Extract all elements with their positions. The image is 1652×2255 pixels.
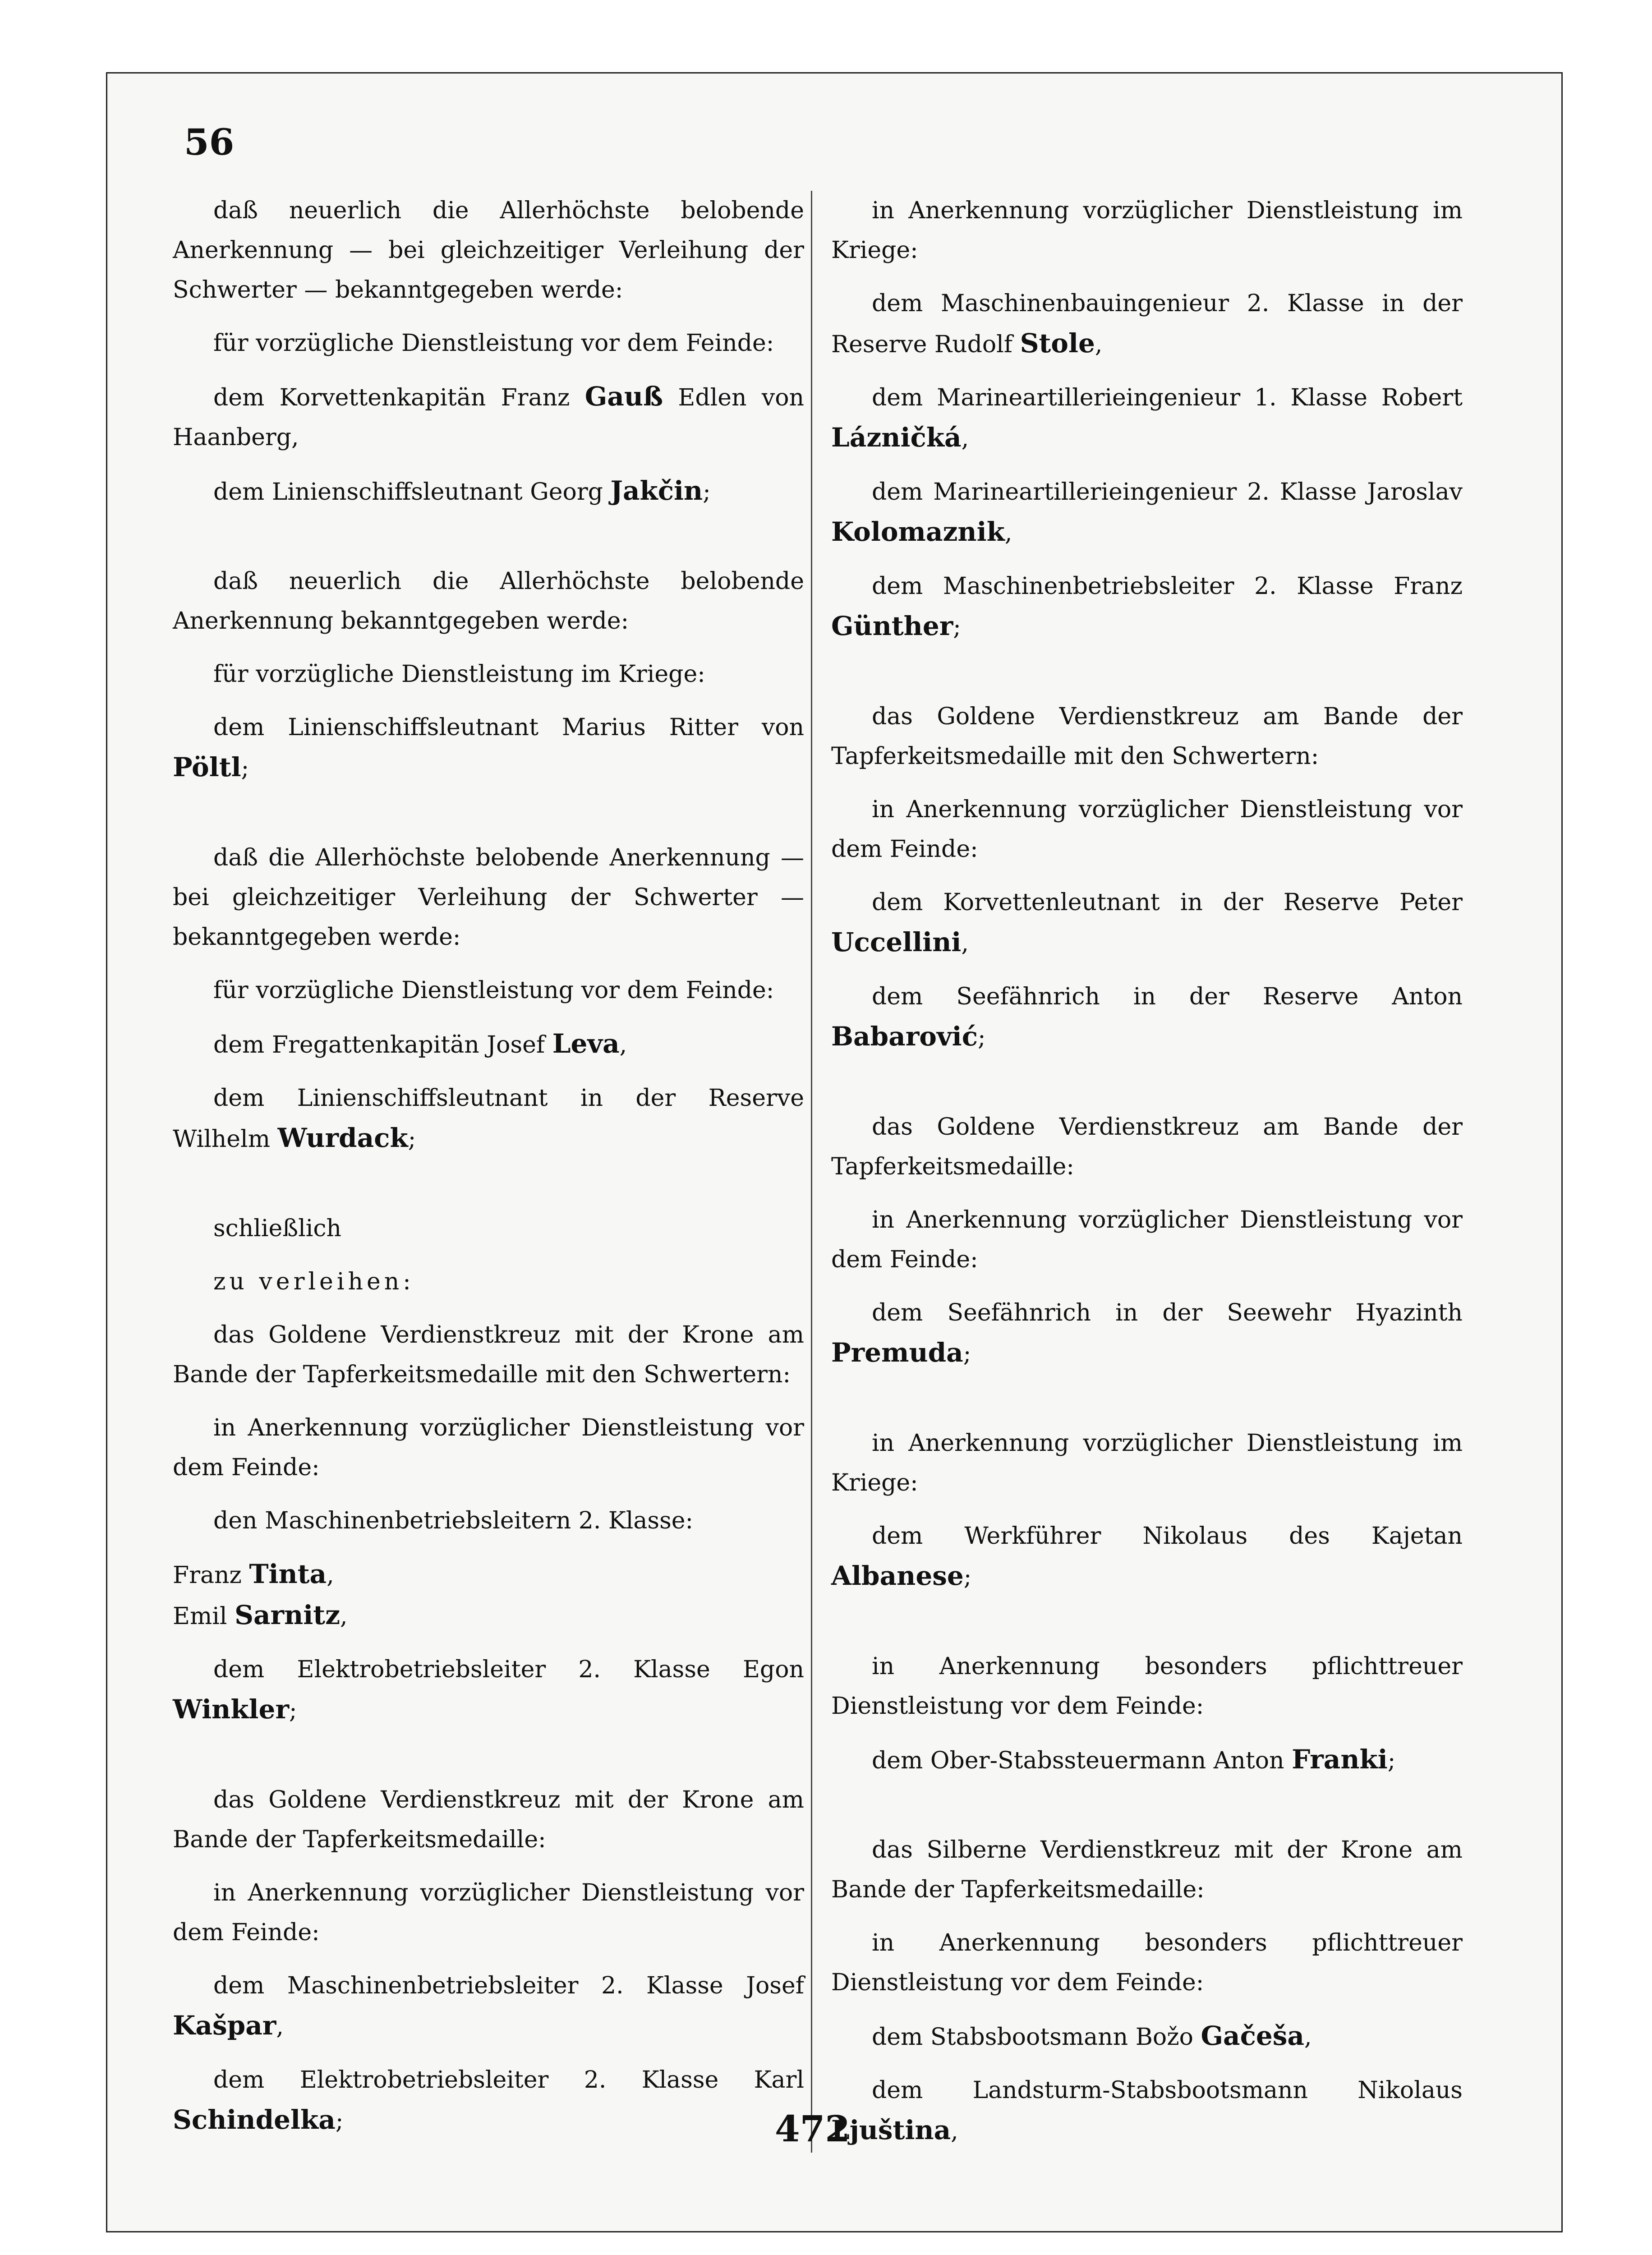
paragraph: dem Korvettenleutnant in der Reserve Peter Uccellini, — [831, 889, 1463, 957]
person-name: Kašpar — [173, 2010, 276, 2041]
left-column — [173, 191, 804, 2154]
person-name: Tinta — [249, 1559, 327, 1589]
person-name: Franki — [1292, 1744, 1388, 1775]
paragraph: dem Elektrobetriebsleiter 2. Klasse Egon Winkler; — [173, 1656, 804, 1725]
document-page — [106, 72, 1563, 2232]
paragraph: daß neuerlich die Allerhöchste belobende Anerkennung bekanntgegeben werde: — [173, 568, 804, 635]
person-name: Albanese — [831, 1560, 964, 1591]
paragraph: dem Seefähnrich in der Seewehr Hyazinth Premuda; — [831, 1299, 1463, 1368]
paragraph: dem Maschinenbauingenieur 2. Klasse in der Reserve Rudolf Stole, — [831, 290, 1463, 359]
paragraph: das Goldene Verdienstkreuz am Bande der Tapferkeitsmedaille: — [831, 1114, 1463, 1180]
paragraph: dem Marineartillerieingenieur 1. Klasse Robert Lázničká, — [831, 384, 1463, 453]
person-name: Pöltl — [173, 752, 241, 782]
person-name: Schindelka — [173, 2104, 336, 2135]
page-number: 56 — [184, 121, 235, 163]
paragraph: dem Ober-Stabssteuermann Anton Franki; — [872, 1744, 1396, 1775]
person-name: Jakčin — [610, 475, 703, 506]
paragraph: das Goldene Verdienstkreuz mit der Krone am Bande der Tapferkeitsmedaille mit den Schwertern: — [173, 1321, 804, 1388]
paragraph: den Maschinenbetriebsleitern 2. Klasse: — [213, 1507, 694, 1534]
person-name: Günther — [831, 611, 953, 641]
paragraph: schließlich — [213, 1215, 341, 1242]
person-name: Sarnitz — [235, 1600, 341, 1630]
paragraph: dem Linienschiffsleutnant Marius Ritter von Pöltl; — [173, 714, 804, 782]
paragraph: in Anerkennung vorzüglicher Dienstleistung vor dem Feinde: — [173, 1414, 804, 1481]
paragraph: das Silberne Verdienstkreuz mit der Krone am Bande der Tapferkeitsmedaille: — [831, 1836, 1463, 1903]
paragraph: für vorzügliche Dienstleistung vor dem Feinde: — [213, 330, 774, 357]
person-name: Premuda — [831, 1337, 963, 1368]
paragraph: dem Werkführer Nikolaus des Kajetan Albanese; — [831, 1523, 1463, 1591]
paragraph: zu verleihen: — [213, 1268, 414, 1295]
paragraph: daß neuerlich die Allerhöchste belobende Anerkennung — bei gleichzeitiger Verleihung der Schwerter — bekanntgegeben werde: — [173, 197, 804, 304]
person-name: Gauß — [584, 381, 663, 412]
person-name: Uccellini — [831, 927, 962, 957]
person-name: Kolomaznik — [831, 516, 1005, 547]
paragraph: in Anerkennung vorzüglicher Dienstleistung vor dem Feinde: — [831, 1206, 1463, 1273]
paragraph: dem Maschinenbetriebsleiter 2. Klasse Josef Kašpar, — [173, 1972, 804, 2041]
paragraph: das Goldene Verdienstkreuz mit der Krone am Bande der Tapferkeitsmedaille: — [173, 1786, 804, 1853]
paragraph: dem Linienschiffsleutnant in der Reserve Wilhelm Wurdack; — [173, 1085, 804, 1153]
person-name: Lázničká — [831, 422, 962, 453]
paragraph: in Anerkennung vorzüglicher Dienstleistung im Kriege: — [831, 197, 1463, 264]
footer-number: 472 — [775, 2108, 850, 2150]
paragraph: in Anerkennung besonders pflichttreuer Dienstleistung vor dem Feinde: — [831, 1653, 1463, 1720]
paragraph: dem Korvettenkapitän Franz Gauß Edlen von Haanberg, — [173, 381, 804, 451]
paragraph: für vorzügliche Dienstleistung vor dem Feinde: — [213, 977, 774, 1004]
person-name: Babarović — [831, 1021, 978, 1052]
column-divider — [811, 191, 812, 2153]
person-name: Winkler — [173, 1694, 289, 1725]
paragraph: dem Fregattenkapitän Josef Leva, — [213, 1028, 627, 1059]
paragraph: Emil Sarnitz, — [173, 1600, 348, 1630]
paragraph: für vorzügliche Dienstleistung im Kriege: — [213, 661, 705, 688]
paragraph: dem Marineartillerieingenieur 2. Klasse Jaroslav Kolomaznik, — [831, 479, 1463, 547]
right-column — [831, 191, 1463, 2165]
person-name: Leva — [552, 1028, 620, 1059]
paragraph: daß die Allerhöchste belobende Anerkennung — bei gleichzeitiger Verleihung der Schwerter — bekanntgegeben werde: — [173, 844, 804, 951]
paragraph: dem Elektrobetriebsleiter 2. Klasse Karl Schindelka; — [173, 2066, 804, 2135]
paragraph: dem Landsturm-Stabsbootsmann Nikolaus Ljuština, — [831, 2077, 1463, 2145]
paragraph: in Anerkennung besonders pflichttreuer Dienstleistung vor dem Feinde: — [831, 1929, 1463, 1996]
person-name: Stole — [1020, 328, 1095, 359]
paragraph: Franz Tinta, — [173, 1559, 334, 1589]
paragraph: das Goldene Verdienstkreuz am Bande der Tapferkeitsmedaille mit den Schwertern: — [831, 703, 1463, 770]
paragraph: in Anerkennung vorzüglicher Dienstleistung vor dem Feinde: — [173, 1879, 804, 1946]
person-name: Ljuština — [831, 2115, 951, 2145]
paragraph: dem Stabsbootsmann Božo Gačeša, — [872, 2020, 1312, 2051]
paragraph: dem Maschinenbetriebsleiter 2. Klasse Franz Günther; — [831, 573, 1463, 641]
paragraph: dem Linienschiffsleutnant Georg Jakčin; — [213, 475, 711, 506]
person-name: Wurdack — [277, 1123, 408, 1153]
paragraph: dem Seefähnrich in der Reserve Anton Babarović; — [831, 983, 1463, 1052]
person-name: Gačeša — [1201, 2020, 1305, 2051]
paragraph: in Anerkennung vorzüglicher Dienstleistung im Kriege: — [831, 1430, 1463, 1496]
paragraph: in Anerkennung vorzüglicher Dienstleistung vor dem Feinde: — [831, 796, 1463, 863]
